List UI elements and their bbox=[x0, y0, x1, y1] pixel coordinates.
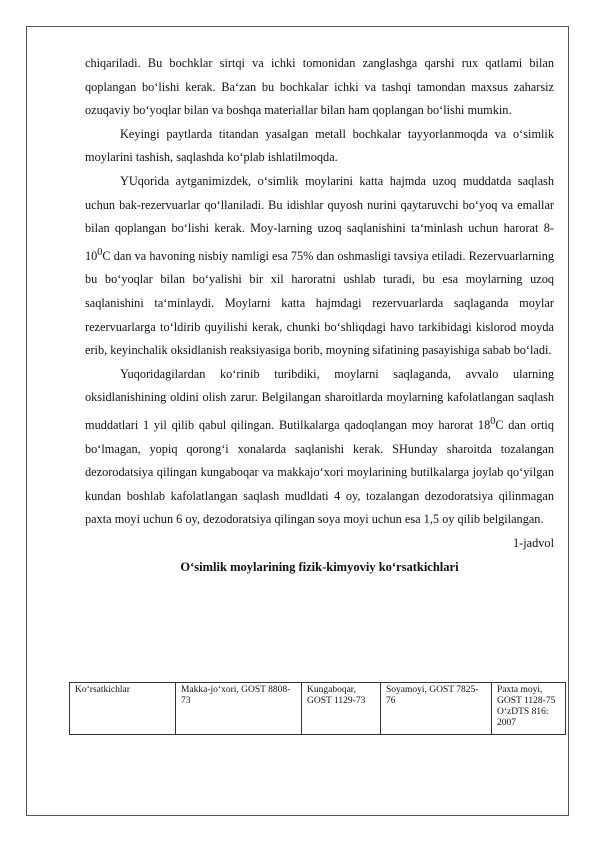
paragraph-4-text-b: C dan ortiq boʻlmagan, yopiq qorongʻi xonalarda saqlanishi kerak. SHunday sharoitda tozalangan dezorodatsiya qilingan kungaboqar va makkajoʻxori moylarining butilkalarga joylab qoʻyilgan kundan boshlab kafolatlangan saqlash mudldati 4 oy, tozalangan dezodoratsiya qilinmagan paxta moyi uchun 6 oy, dezodoratsiya qilingan soya moyi uchun esa 1,5 oy qilib belgilangan. bbox=[85, 418, 554, 527]
paragraph-3-text-a: YUqorida aytganimizdek, oʻsimlik moylarini katta hajmda uzoq muddatda saqlash uchun bak-rezervuarlar qoʻllaniladi. Bu idishlar quyosh nurini qaytaruvchi boʻyoq va emallar bilan qoplangan boʻlishi kerak. Moy-larning uzoq saqlanishini taʻminlash uchun harorat 8-10 bbox=[85, 173, 554, 263]
properties-table bbox=[69, 682, 566, 735]
table-number-label: 1-jadvol bbox=[513, 536, 554, 551]
paragraph-2: Keyingi paytlarda titandan yasalgan metall bochkalar tayyorlanmoqda va oʻsimlik moylarini tashish, saqlashda koʻplab ishlatilmoqda. bbox=[85, 126, 554, 165]
header-cell-indicators: Koʻrsatkichlar bbox=[70, 683, 176, 735]
degree-superscript: 0 bbox=[490, 416, 496, 427]
paragraph-3-text-b: C dan va havoning nisbiy namligi esa 75% dan oshmasligi tavsiya etiladi. Rezervuarlarning bu boʻyoqlar bilan boʻyalishi bir xil haroratni ushlab turadi, bu esa moylarning uzoq saqlanishini taʻminlaydi. Moylarni katta hajmdagi rezervuarlarda saqlaganda moylar rezervuarlarga toʻldirib quyilishi kerak, chunki boʻshliqdagi havo tarkibidagi kislorod moyda erib, keyinchalik oksidlanish reaksiyasiga borib, moyning sifatining pasayishiga sabab boʻladi. bbox=[85, 248, 554, 358]
degree-superscript: 0 bbox=[97, 246, 103, 258]
paragraph-1: chiqariladi. Bu bochklar sirtqi va ichki tomonidan zanglashga qarshi rux qatlami bilan qoplangan boʻlishi kerak. Baʻzan bu bochkalar ichki va tashqi tamondan maxsus zaharsiz ozuqaviy boʻyoqlar bilan va boshqa materiallar bilan ham qoplangan boʻlishi mumkin. bbox=[85, 56, 554, 118]
document-body bbox=[85, 52, 554, 579]
header-cell-cotton: Paxta moyi, GOST 1128-75 OʻzDTS 816: 2007 bbox=[492, 683, 566, 735]
header-cell-corn: Makka-joʻxori, GOST 8808-73 bbox=[176, 683, 302, 735]
table-title: Oʻsimlik moylarining fizik-kimyoviy koʻrsatkichlari bbox=[180, 559, 459, 574]
header-cell-soy: Soyamoyi, GOST 7825-76 bbox=[381, 683, 492, 735]
paragraph-4 bbox=[85, 363, 554, 532]
table-header-row bbox=[70, 683, 566, 735]
paragraph-3 bbox=[85, 170, 554, 363]
header-cell-sunflower: Kungaboqar, GOST 1129-73 bbox=[302, 683, 381, 735]
paragraph-4-text-a: Yuqoridagilardan koʻrinib turibdiki, moylarni saqlaganda, avvalo ularning oksidlanishining oldini olish zarur. Belgilangan sharoitlarda moylarning kafolatlangan saqlash muddatlari 1 yil qilib qabul qilingan. Butilkalarga qadoqlangan moy harorat 18 bbox=[85, 366, 554, 433]
